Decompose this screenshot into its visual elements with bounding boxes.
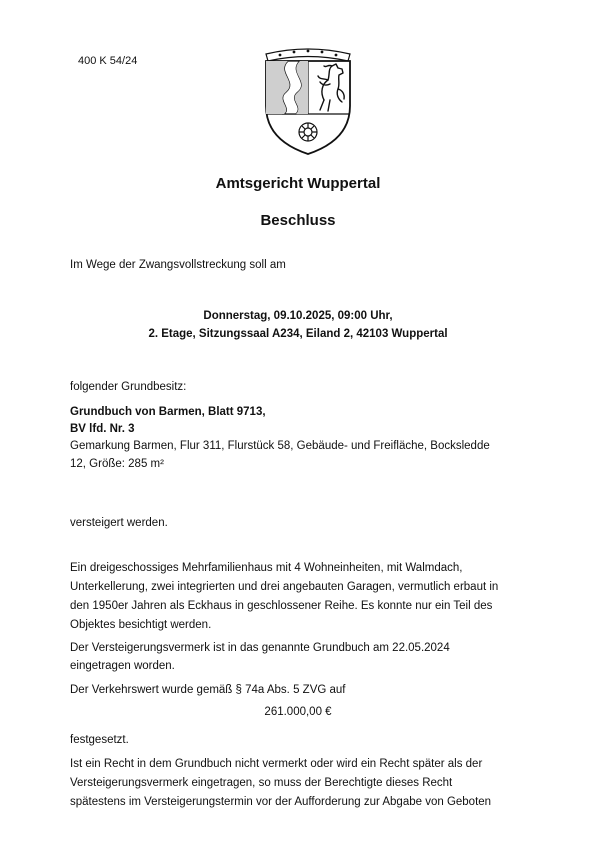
case-number: 400 K 54/24 bbox=[78, 55, 138, 67]
registration-line: eingetragen worden. bbox=[70, 660, 175, 672]
appointment-date: Donnerstag, 09.10.2025, 09:00 Uhr, bbox=[203, 310, 393, 322]
building-description-line: Ein dreigeschossiges Mehrfamilienhaus mit 4 Wohneinheiten, mit Walmdach, bbox=[70, 562, 463, 574]
rights-notice-line: Ist ein Recht in dem Grundbuch nicht vermerkt oder wird ein Recht später als der bbox=[70, 758, 483, 770]
valuation-intro: Der Verkehrswert wurde gemäß § 74a Abs. 5 ZVG auf bbox=[70, 684, 346, 696]
appointment-location: 2. Etage, Sitzungssaal A234, Eiland 2, 42103 Wuppertal bbox=[148, 328, 448, 340]
valuation-amount: 261.000,00 € bbox=[264, 706, 332, 718]
court-name: Amtsgericht Wuppertal bbox=[215, 175, 381, 192]
registration-line: Der Versteigerungsvermerk ist in das genannte Grundbuch am 22.05.2024 bbox=[70, 642, 450, 654]
land-register: Grundbuch von Barmen, Blatt 9713, bbox=[70, 406, 266, 418]
document-title: Beschluss bbox=[260, 212, 336, 229]
rights-notice-line: spätestens im Versteigerungstermin vor der Aufforderung zur Abgabe von Geboten bbox=[70, 796, 492, 808]
outcome-text: versteigert werden. bbox=[70, 517, 168, 529]
valuation-closing: festgesetzt. bbox=[70, 734, 129, 746]
property-intro: folgender Grundbesitz: bbox=[70, 381, 187, 393]
property-description: Gemarkung Barmen, Flur 311, Flurstück 58, Gebäude- und Freifläche, Bocksledde bbox=[70, 440, 490, 452]
bv-number: BV lfd. Nr. 3 bbox=[70, 423, 135, 435]
building-description-line: den 1950er Jahren als Eckhaus in geschlossener Reihe. Es konnte nur ein Teil des bbox=[70, 600, 493, 612]
coat-of-arms-icon bbox=[258, 44, 358, 156]
rights-notice-line: Versteigerungsvermerk eingetragen, so muss der Berechtigte dieses Recht bbox=[70, 777, 453, 789]
building-description-line: Objektes besichtigt werden. bbox=[70, 619, 212, 631]
property-description: 12, Größe: 285 m² bbox=[70, 458, 164, 470]
building-description-line: Unterkellerung, zwei integrierten und drei angebauten Garagen, vermutlich erbaut in bbox=[70, 581, 499, 593]
intro-text: Im Wege der Zwangsvollstreckung soll am bbox=[70, 259, 286, 271]
